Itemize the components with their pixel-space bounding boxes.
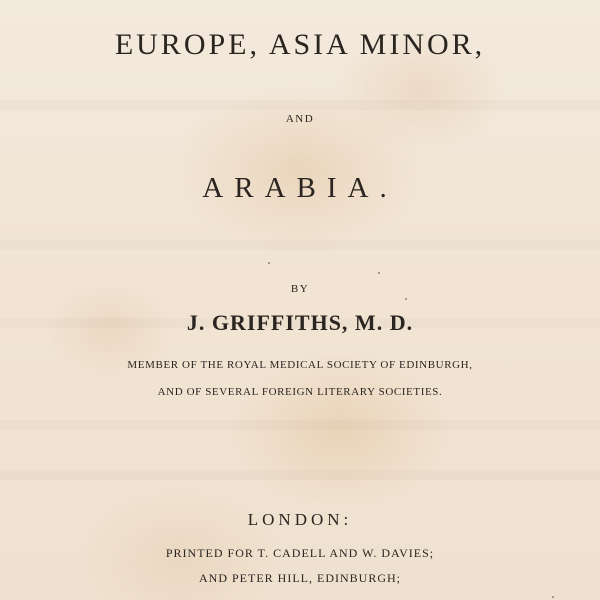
ink-speck	[378, 272, 380, 274]
imprint-publisher-1: PRINTED FOR T. CADELL AND W. DAVIES;	[165, 546, 435, 560]
ink-speck	[268, 262, 270, 264]
show-through-band	[0, 240, 600, 250]
show-through-band	[0, 470, 600, 480]
author-affiliation-2: AND OF SEVERAL FOREIGN LITERARY SOCIETIES.	[157, 386, 443, 398]
ink-speck	[405, 298, 407, 300]
title-line-europe-asia-minor: EUROPE, ASIA MINOR,	[114, 28, 486, 61]
imprint-city: LONDON:	[247, 510, 353, 529]
title-line-arabia: ARABIA.	[202, 172, 398, 204]
author-name: J. GRIFFITHS, M. D.	[186, 310, 414, 335]
show-through-band	[0, 100, 600, 110]
byline-by: BY	[290, 283, 310, 295]
title-conjunction: AND	[285, 113, 315, 125]
show-through-band	[0, 420, 600, 430]
ink-speck	[552, 596, 554, 598]
author-affiliation-1: MEMBER OF THE ROYAL MEDICAL SOCIETY OF EDINBURGH,	[127, 359, 473, 371]
imprint-publisher-2: AND PETER HILL, EDINBURGH;	[199, 571, 401, 585]
